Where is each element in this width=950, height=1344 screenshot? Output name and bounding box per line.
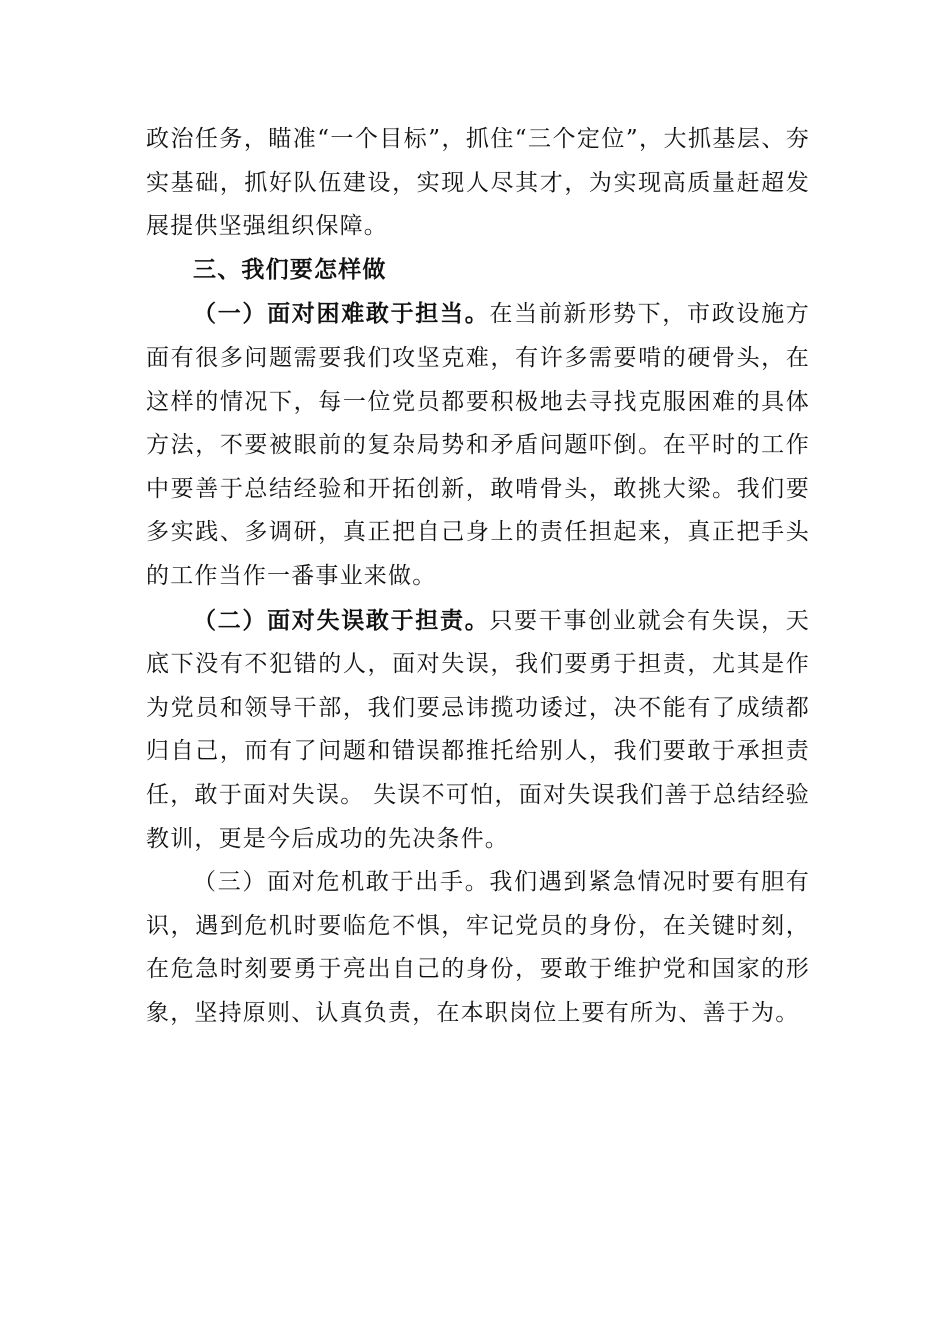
item-paragraph-2 [146, 599, 810, 862]
item-body-3: 我们遇到紧急情况时要有胆有识，遇到危机时要临危不惧，牢记党员的身份，在关键时刻，在危急时刻要勇于亮出自己的身份，要敢于维护党和国家的形象，坚持原则、认真负责，在本职岗位上要有所为、善于为。 [146, 869, 810, 1026]
continuation-paragraph: 政治任务，瞄准“一个目标”，抓住“三个定位”，大抓基层、夯实基础，抓好队伍建设，实现人尽其才，为实现高质量赶超发展提供坚强组织保障。 [146, 126, 810, 240]
item-body-1: 在当前新形势下，市政设施方面有很多问题需要我们攻坚克难，有许多需要啃的硬骨头，在这样的情况下，每一位党员都要积极地去寻找克服困难的具体方法，不要被眼前的复杂局势和矛盾问题吓倒。在平时的工作中要善于总结经验和开拓创新，敢啃骨头，敢挑大梁。我们要多实践、多调研，真正把自己身上的责任担起来，真正把手头的工作当作一番事业来做。 [146, 301, 810, 589]
item-body-2: 只要干事创业就会有失误，天底下没有不犯错的人，面对失误，我们要勇于担责，尤其是作为党员和领导干部，我们要忌讳揽功诿过，决不能有了成绩都归自己，而有了问题和错误都推托给别人，我们要敢于承担责任，敢于面对失误。 失误不可怕，面对失误我们善于总结经验教训，更是今后成功的先决条件。 [146, 607, 810, 852]
item-lead-2: （二）面对失误敢于担责。 [193, 606, 490, 634]
item-lead-3: （三）面对危机敢于出手。 [193, 869, 490, 896]
item-paragraph-3 [146, 861, 810, 1035]
item-paragraph-1 [146, 292, 810, 598]
item-lead-1: （一）面对困难敢于担当。 [193, 300, 490, 328]
section-heading: 三、我们要怎样做 [193, 256, 387, 283]
document-body [146, 118, 810, 1035]
